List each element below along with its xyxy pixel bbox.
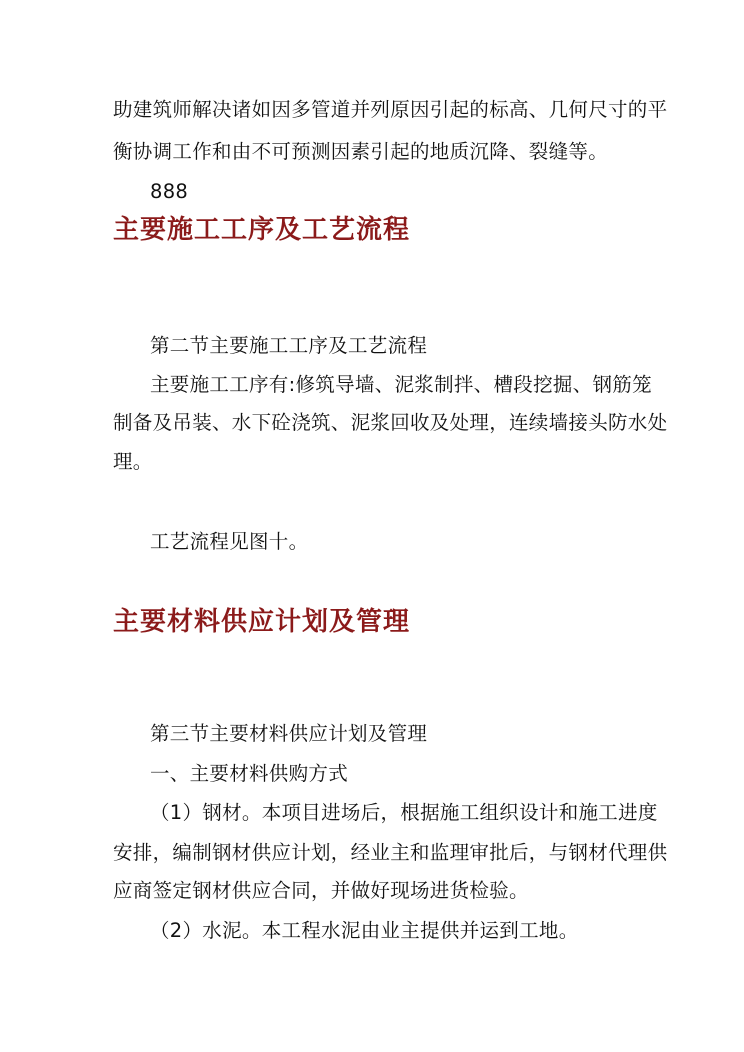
item-2: （2）水泥。本工程水泥由业主提供并运到工地。 [150, 919, 579, 942]
subheading-purchase-methods: 一、主要材料供购方式 [150, 762, 349, 785]
heading-material-supply: 主要材料供应计划及管理 [113, 607, 411, 637]
process-reference: 工艺流程见图十。 [150, 530, 309, 553]
intro-line-1: 助建筑师解决诸如因多管道并列原因引起的标高、几何尺寸的平 [113, 98, 668, 121]
intro-line-2: 衡协调工作和由不可预测因素引起的地质沉降、裂缝等。 [113, 140, 609, 163]
item-1-line-3: 应商签定钢材供应合同，并做好现场进货检验。 [113, 879, 529, 902]
heading-construction-process: 主要施工工序及工艺流程 [113, 215, 411, 245]
section-3-title: 第三节主要材料供应计划及管理 [150, 722, 428, 745]
section-2-title: 第二节主要施工工序及工艺流程 [150, 334, 428, 357]
section-2-line-3: 理。 [113, 450, 153, 473]
section-2-line-2: 制备及吊装、水下砼浇筑、泥浆回收及处理，连续墙接头防水处 [113, 411, 668, 434]
section-2-line-1: 主要施工工序有:修筑导墙、泥浆制拌、槽段挖掘、钢筋笼 [150, 373, 652, 396]
page-number-text: 888 [150, 180, 189, 203]
item-1-line-2: 安排，编制钢材供应计划，经业主和监理审批后，与钢材代理供 [113, 841, 668, 864]
item-1-line-1: （1）钢材。本项目进场后，根据施工组织设计和施工进度 [150, 801, 658, 824]
